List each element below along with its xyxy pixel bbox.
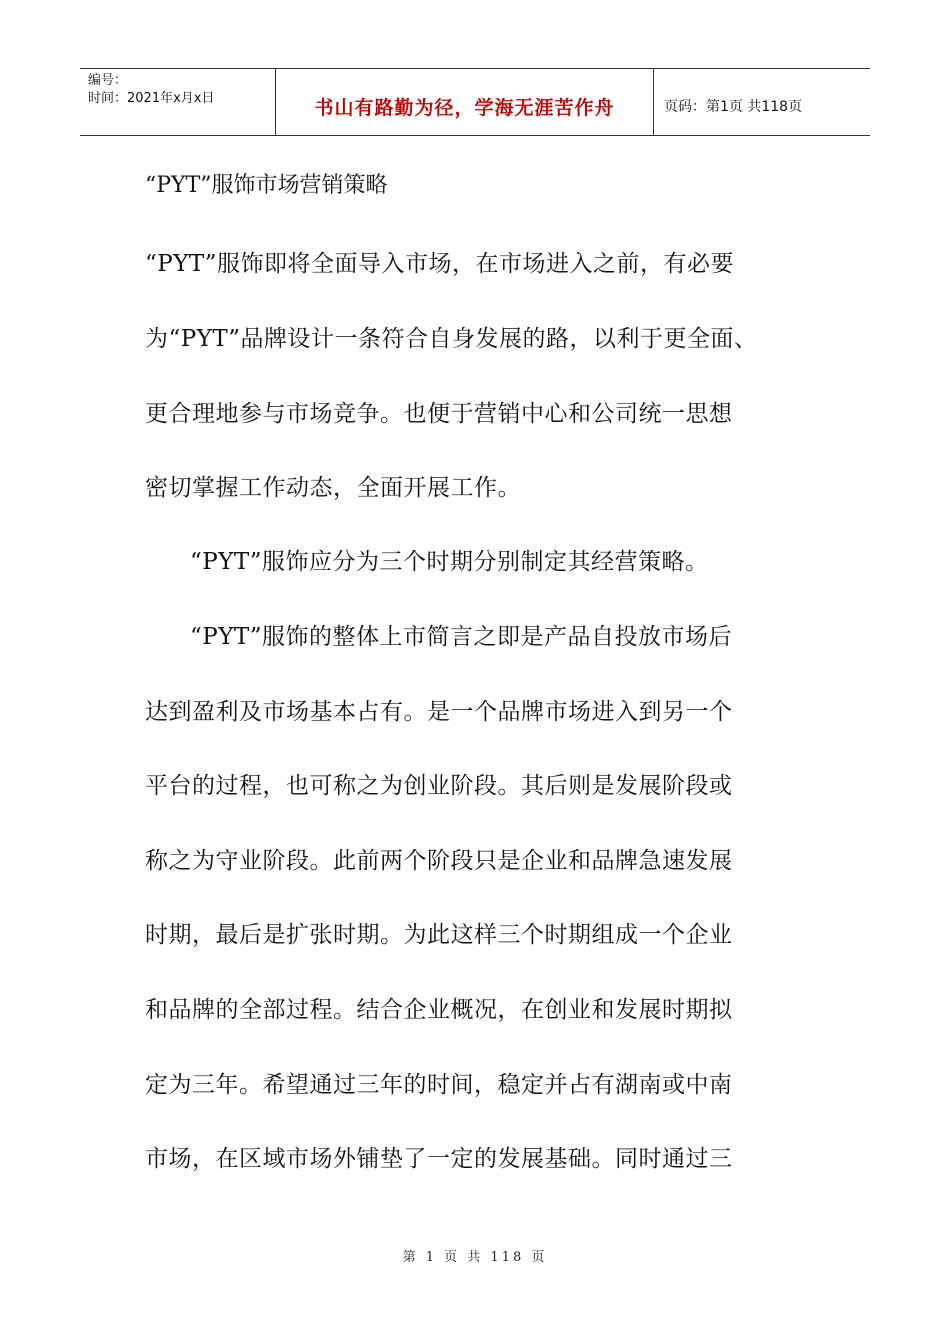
code-label: 编号： — [88, 73, 128, 88]
paragraph-line: 密切掌握工作动态，全面开展工作。 — [145, 475, 521, 501]
paragraph-line: 称之为守业阶段。此前两个阶段只是企业和品牌急速发展 — [145, 848, 733, 874]
paragraph-line: “PYT”服饰的整体上市简言之即是产品自投放市场后 — [190, 624, 733, 650]
paragraph-line: 定为三年。希望通过三年的时间，稳定并占有湖南或中南 — [145, 1072, 733, 1098]
paragraph-line: 时期，最后是扩张时期。为此这样三个时期组成一个企业 — [145, 922, 733, 948]
paragraph-line: 达到盈利及市场基本占有。是一个品牌市场进入到另一个 — [145, 699, 733, 725]
paragraph-line: 为“PYT”品牌设计一条符合自身发展的路，以利于更全面、 — [145, 326, 758, 352]
paragraph-line: 和品牌的全部过程。结合企业概况，在创业和发展时期拟 — [145, 997, 733, 1023]
document-title: “PYT”服饰市场营销策略 — [145, 173, 388, 198]
paragraph-line: 更合理地参与市场竞争。也便于营销中心和公司统一思想 — [145, 401, 733, 427]
paragraph-line: “PYT”服饰即将全面导入市场，在市场进入之前，有必要 — [145, 251, 735, 277]
header-table — [80, 68, 870, 136]
page-footer: 第 1 页 共 118 页 — [402, 1250, 548, 1265]
header-page-info: 页码：第1页 共118页 — [664, 99, 803, 115]
paragraph-line: 市场，在区域市场外铺垫了一定的发展基础。同时通过三 — [145, 1146, 733, 1172]
date-label: 时间：2021年x月x日 — [88, 91, 215, 106]
header-motto: 书山有路勤为径，学海无涯苦作舟 — [276, 69, 654, 135]
header-meta-cell — [80, 69, 276, 135]
paragraph-line: 平台的过程，也可称之为创业阶段。其后则是发展阶段或 — [145, 773, 733, 799]
paragraph-line: “PYT”服饰应分为三个时期分别制定其经营策略。 — [190, 549, 709, 575]
